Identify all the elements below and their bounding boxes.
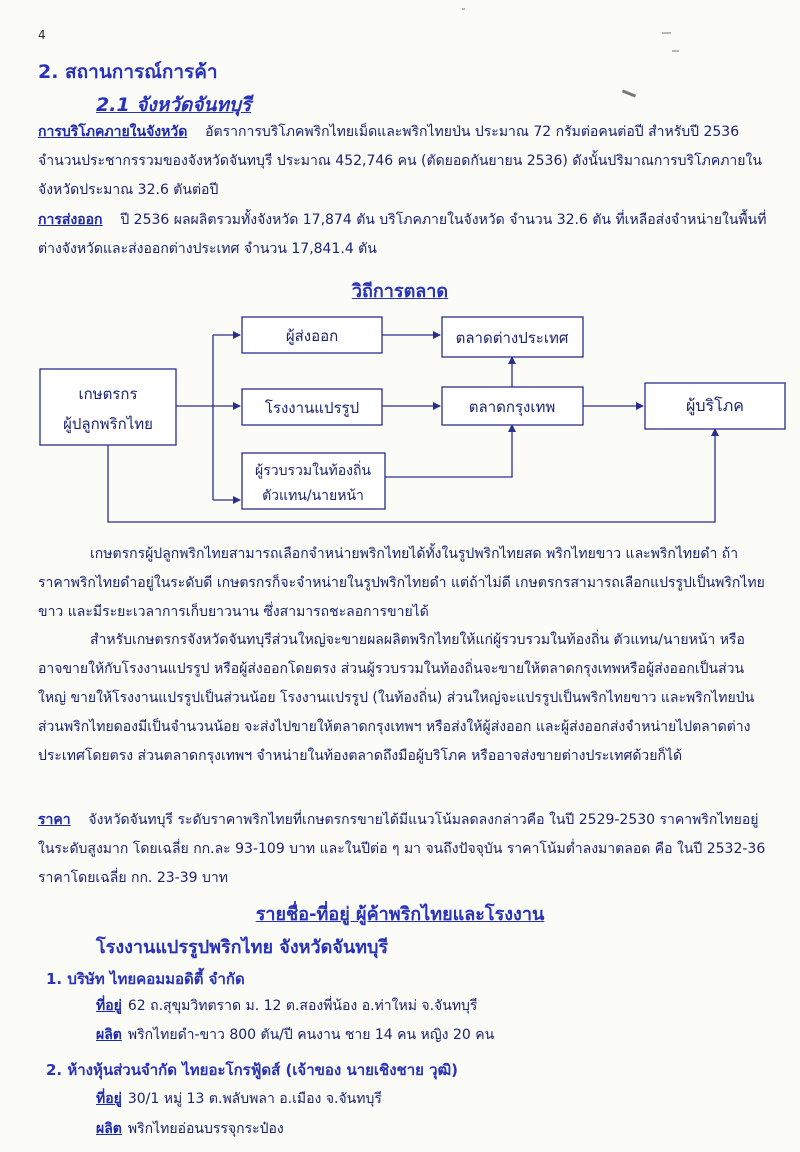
consumption-text: อัตราการบริโภคพริกไทยเม็ดและพริกไทยป่น ประมาณ 72 กรัมต่อคนต่อปี สำหรับปี 2536 จำนวนประชากรรวมของจังหวัดจันทบุรี ประมาณ 452,746 คน (ตัดยอดกันยายน 2536) ดังนั้นปริมาณการบริโภคภายในจังหวัดประมาณ 32.6 ตันต่อปี: [38, 124, 762, 198]
farmer-label-line2: ผู้ปลูกพริกไทย: [63, 415, 153, 433]
body-paragraph-2: สำหรับเกษตรกรจังหวัดจันทบุรีส่วนใหญ่จะขายผลผลิตพริกไทยให้แก่ผู้รวบรวมในท้องถิ่น ตัวแทน/นายหน้า หรืออาจขายให้กับโรงงานแปรรูป หรือผู้ส่งออกโดยตรง ส่วนผู้รวบรวมในท้องถิ่นจะขายให้ตลาดกรุงเทพหรือผู้ส่งออกเป็นส่วนใหญ่ ขายให้โรงงานแปรรูปเป็นส่วนน้อย โรงงานแปรรูป (ในท้องถิ่น) ส่วนใหญ่จะแปรรูปเป็นพริกไทยขาว และพริกไทยป่น ส่วนพริกไทยดองมีเป็นจำนวนน้อย จะส่งไปขายให้ตลาดกรุงเทพฯ หรือส่งให้ผู้ส่งออก และผู้ส่งออกส่งจำหน่ายไปตลาดต่างประเทศโดยตรง ส่วนตลาดกรุงเทพฯ จำหน่ายในท้องตลาดถึงมือผู้บริโภค หรืออาจส่งขายต่างประเทศด้วยก็ได้: [38, 632, 755, 764]
foreign-market-label: ตลาดต่างประเทศ: [455, 329, 569, 347]
farmer-label-line1: เกษตรกร: [78, 385, 138, 403]
section-title: 2. สถานการณ์การค้า: [38, 61, 218, 83]
company-name: 2. ห้างหุ้นส่วนจำกัด ไทยอะโกรฟู้ดส์ (เจ้าของ นายเชิงชาย วุฒิ): [46, 1061, 458, 1079]
scan-speck: [672, 50, 679, 52]
processor-label: โรงงานแปรรูป: [264, 399, 360, 417]
page-number: 4: [38, 28, 46, 42]
price-text: จังหวัดจันทบุรี ระดับราคาพริกไทยที่เกษตรกรขายได้มีแนวโน้มลดลงกล่าวคือ ในปี 2529-2530 ราคาพริกไทยอยู่ในระดับสูงมาก โดยเฉลี่ย กก.ละ 93-109 บาท และในปีต่อ ๆ มา จนถึงปัจจุบัน ราคาโน้มต่ำลงมาตลอด คือ ในปี 2532-36 ราคาโดยเฉลี่ย กก. 23-39 บาท: [38, 812, 766, 886]
export-text: ปี 2536 ผลผลิตรวมทั้งจังหวัด 17,874 ตัน บริโภคภายในจังหวัด จำนวน 32.6 ตัน ที่เหลือส่งจำหน่ายในพื้นที่ต่างจังหวัดและส่งออกต่างประเทศ จำนวน 17,841.4 ตัน: [38, 212, 767, 257]
consumption-label: การบริโภคภายในจังหวัด: [38, 124, 188, 140]
company-address: ที่อยู่ 62 ถ.สุขุมวิทตราด ม. 12 ต.สองพี่น้อง อ.ท่าใหม่ จ.จันทบุรี: [96, 998, 478, 1014]
body-paragraph-1: เกษตรกรผู้ปลูกพริกไทยสามารถเลือกจำหน่ายพริกไทยได้ทั้งในรูปพริกไทยสด พริกไทยขาว และพริกไทยดำ ถ้าราคาพริกไทยดำอยู่ในระดับดี เกษตรกรก็จะจำหน่ายในรูปพริกไทยดำ แต่ถ้าไม่ดี เกษตรกรสามารถเลือกแปรรูปเป็นพริกไทยขาว และมีระยะเวลาการเก็บยาวนาน ซึ่งสามารถชะลอการขายได้: [38, 546, 765, 620]
company-address: ที่อยู่ 30/1 หมู่ 13 ต.พลับพลา อ.เมือง จ.จันทบุรี: [96, 1091, 382, 1107]
consumption-paragraph: [38, 118, 768, 205]
exporter-label: ผู้ส่งออก: [285, 327, 339, 345]
diagram-title: วิถีการตลาด: [351, 281, 449, 302]
export-paragraph: [38, 206, 768, 264]
company-product: ผลิต พริกไทยอ่อนบรรจุกระป๋อง: [96, 1121, 284, 1137]
price-label: ราคา: [38, 812, 71, 828]
company-name: 1. บริษัท ไทยคอมมอดิตี้ จำกัด: [46, 970, 245, 988]
arrow-collector-to-bangkok: [385, 425, 512, 477]
price-paragraph: [38, 806, 768, 893]
subsection-title: 2.1 จังหวัดจันทบุรี: [96, 94, 252, 116]
plants-title: โรงงานแปรรูปพริกไทย จังหวัดจันทบุรี: [96, 937, 389, 958]
marketing-channel-diagram: [0, 305, 800, 530]
list-title: รายชื่อ-ที่อยู่ ผู้ค้าพริกไทยและโรงงาน: [255, 904, 545, 925]
consumer-label: ผู้บริโภค: [686, 396, 744, 415]
export-label: การส่งออก: [38, 212, 103, 228]
company-product: ผลิต พริกไทยดำ-ขาว 800 ตัน/ปี คนงาน ชาย 14 คน หญิง 20 คน: [96, 1027, 495, 1043]
box-farmer: [40, 369, 176, 445]
arrow-farmer-to-consumer: [108, 429, 715, 522]
scan-speck: [622, 89, 636, 97]
scan-speck: [462, 8, 465, 10]
collector-label-line2: ตัวแทน/นายหน้า: [262, 488, 364, 504]
bangkok-market-label: ตลาดกรุงเทพ: [468, 398, 556, 416]
collector-label-line1: ผู้รวบรวมในท้องถิ่น: [254, 463, 372, 479]
scan-speck: [662, 32, 671, 34]
